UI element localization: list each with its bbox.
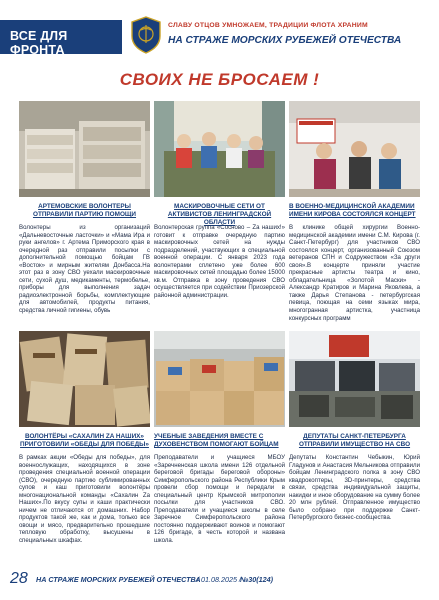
footer-date: / 01.08.2025 / [197, 575, 241, 584]
article-photo-equipment [289, 331, 420, 427]
article-heading: АРТЕМОВСКИЕ ВОЛОНТЕРЫ ОТПРАВИЛИ ПАРТИЮ ПОМОЩИ [32, 203, 137, 218]
footer-issue: №30(124) [240, 575, 274, 584]
page-number: 28 [10, 570, 28, 587]
article-photo-boxes [154, 331, 285, 427]
section-band [0, 20, 122, 57]
section-label: ВСЕ ДЛЯ ФРОНТА [10, 29, 68, 57]
footer-title: НА СТРАЖЕ МОРСКИХ РУБЕЖЕЙ ОТЕЧЕСТВА [36, 575, 201, 584]
article-body: Волонтерская группа «Сосново – Za наших!» готовит к отправке очередную партию маскировочных сетей на нужды подразделений, участвующих в специальной военной операции. С января 2023 года волонтерами сплетено уже более 600 маскировочных сетей площадью более 15000 кв.м. Отправка в зону проведения СВО осуществляется при содействии Приозерской районной администрации. [154, 224, 285, 299]
article-heading: УЧЕБНЫЕ ЗАВЕДЕНИЯ ВМЕСТЕ С ДУХОВЕНСТВОМ ПОМОГАЮТ БОЙЦАМ [154, 433, 279, 448]
page-header [0, 0, 439, 64]
emblem-icon [130, 16, 162, 54]
article-heading: ДЕПУТАТЫ САНКТ-ПЕТЕРБУРГА ОТПРАВИЛИ ИМУЩЕСТВО НА СВО [298, 433, 411, 448]
page-footer [0, 570, 439, 592]
article-heading: В ВОЕННО-МЕДИЦИНСКОЙ АКАДЕМИИ ИМЕНИ КИРОВА СОСТОЯЛСЯ КОНЦЕРТ [289, 203, 416, 218]
article-body: Волонтеры из организаций «Дальневосточные ласточки» и «Мама Ира и руки ангелов» г. Артема Приморского края в очередной раз отправили посылки с дополнительной помощью бойцам ГВ «Восток» и мирным жителям Донбасса.На этот раз в зону СВО уехали маскировочные сети, сухой душ, медикаменты, термобелье, приборы для выполнения задач радиоэлектронной борьбы, комплектующие для автомобилей, продукты питания, средства личной гигиены, обувь [19, 224, 150, 315]
article-photo-supplies [19, 101, 150, 197]
article-photo-concert [289, 101, 420, 197]
article-body: В рамках акции «Обеды для победы», для военнослужащих, находящихся в зоне проведения специальной военной операции (СВО), очередную партию сублимированных супов и каш приготовили волонтёры многонациональной команды «Сахалин Za Наших».По вкусу супы и каши практически ничем не отличаются от домашних. Набор продуктов такой же, как и дома, только все овощи и мясо, предварительно прошедшие тепловую обработку, высушены в специальных шкафах. [19, 454, 150, 545]
article-body: В клинике общей хирургии Военно-медицинской академии имени С.М. Кирова (г. Санкт-Петербург) для участников СВО состоялся концерт, организованный Союзом ветеранов СПН и Содружеством «За други своя».В концерте приняли участие прекрасные артисты театра и кино, обладательница «Золотой Маски» - Александр Кратиров и Марина Яковлева, а также Дарья Степанова - петербургская певица, поющая на семи языках мира, многогранная артистка, участница конкурсных программ [289, 224, 420, 322]
article-heading: МАСКИРОВОЧНЫЕ СЕТИ ОТ АКТИВИСТОВ ЛЕНИНГРАДСКОЙ ОБЛАСТИ [167, 203, 272, 226]
article-photo-food-packs [19, 331, 150, 427]
article-photo-volunteers [154, 101, 285, 197]
page-title: СВОИХ НЕ БРОСАЕМ ! [119, 70, 320, 89]
slogan: СЛАВУ ОТЦОВ УМНОЖАЕМ, ТРАДИЦИИ ФЛОТА ХРАНИМ [168, 22, 368, 29]
masthead-title: НА СТРАЖЕ МОРСКИХ РУБЕЖЕЙ ОТЕЧЕСТВА [168, 35, 402, 46]
article-body: Преподаватели и учащиеся МБОУ «Заречненская школа имени 126 отдельной береговой бригады береговой обороны» Симферопольского района Республики Крым провели сбор помощи и передали в специальный центр Крымской митрополии посылки для участников СВО. Преподаватели и учащиеся школы в селе Заречное Симферопольского района постоянно поддерживают воинов и помогают 126 бригаде, в честь которой и названа школа. [154, 454, 285, 545]
article-body: Депутаты Константин Чебыкин, Юрий Гладунов и Анастасия Мельникова отправили бойцам Ленинградского полка в зону СВО квадрокоптеры, 3D-принтеры, средства связи, средства индивидуальной защиты, накидки и иное оборудование на сумму более 20 млн рублей. Отправленное имущество было собрано при поддержке Санкт-Петербургского бизнес-сообщества. [289, 454, 421, 522]
article-heading: ВОЛОНТЁРЫ «САХАЛИН ZA НАШИХ» ПРИГОТОВИЛИ «ОБЕДЫ ДЛЯ ПОБЕДЫ» [20, 433, 149, 448]
